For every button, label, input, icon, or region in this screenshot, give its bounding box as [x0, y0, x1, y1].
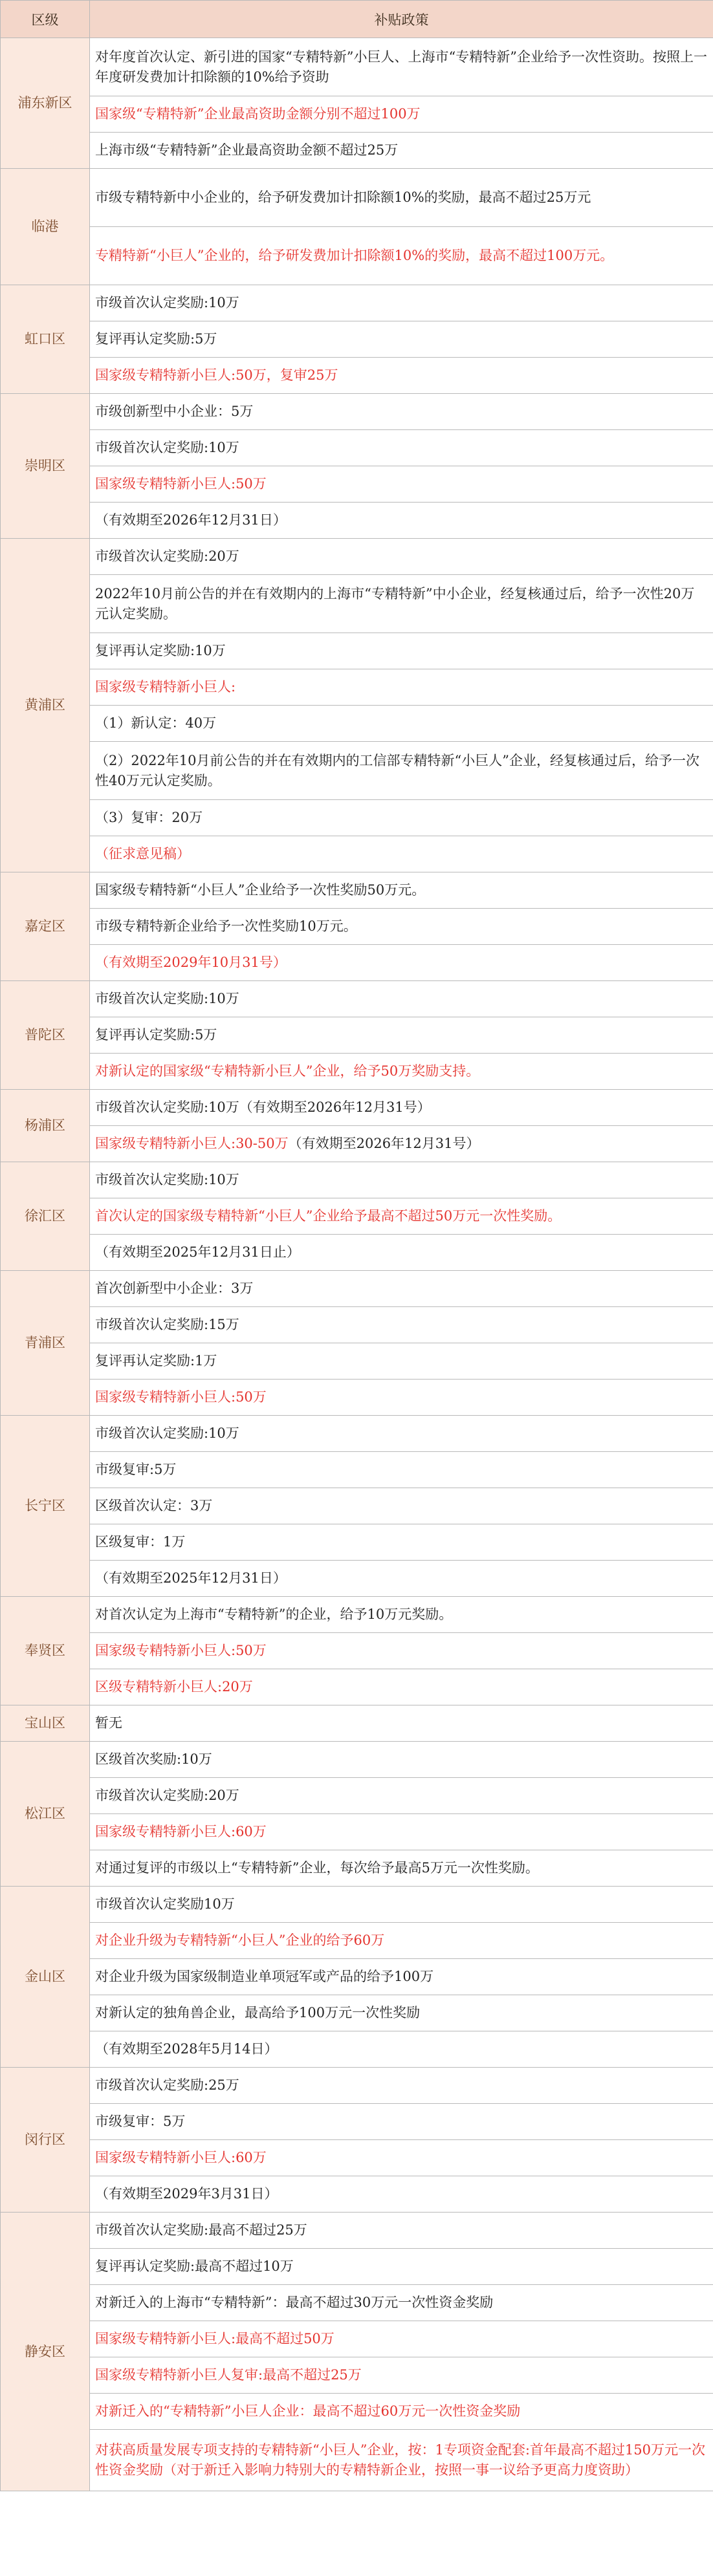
table-row [1, 2249, 713, 2285]
policy-cell: 市级首次认定奖励:15万 [90, 1307, 713, 1343]
policy-highlight: 国家级专精特新小巨人:30-50万 [95, 1136, 289, 1151]
policy-cell: 市级专精特新企业给予一次性奖励10万元。 [90, 909, 713, 945]
table-row [1, 706, 713, 742]
table-row [1, 227, 713, 285]
policy-note: （有效期至2026年12月31号） [288, 1136, 480, 1151]
district-cell: 黄浦区 [1, 539, 90, 872]
policy-cell: 区级首次认定：3万 [90, 1488, 713, 1524]
district-cell: 崇明区 [1, 394, 90, 539]
district-cell: 徐汇区 [1, 1162, 90, 1271]
policy-cell: 复评再认定奖励:最高不超过10万 [90, 2249, 713, 2285]
table-row [1, 430, 713, 466]
policy-cell: 对企业升级为国家级制造业单项冠军或产品的给予100万 [90, 1959, 713, 1995]
policy-cell: 国家级专精特新小巨人:50万 [90, 1380, 713, 1416]
table-row [1, 2285, 713, 2321]
policy-cell: 国家级专精特新小巨人:50万 [90, 466, 713, 503]
table-row [1, 1126, 713, 1162]
header-policy: 补贴政策 [90, 1, 713, 38]
district-cell: 宝山区 [1, 1705, 90, 1742]
policy-cell: 区级专精特新小巨人:20万 [90, 1669, 713, 1705]
policy-cell: 复评再认定奖励:5万 [90, 1017, 713, 1054]
policy-cell: 市级首次认定奖励:10万 [90, 1162, 713, 1198]
table-row [1, 742, 713, 800]
table-body [1, 38, 713, 2491]
table-row [1, 669, 713, 706]
policy-cell: 市级首次认定奖励:10万 [90, 430, 713, 466]
table-row [1, 1995, 713, 2031]
table-row [1, 2031, 713, 2068]
policy-cell: 市级复审:5万 [90, 1452, 713, 1488]
table-row [1, 133, 713, 169]
policy-cell: 对新认定的国家级“专精特新小巨人”企业，给予50万奖励支持。 [90, 1054, 713, 1090]
table-row [1, 1561, 713, 1597]
policy-cell: （有效期至2029年3月31日） [90, 2176, 713, 2213]
table-row [1, 96, 713, 133]
policy-cell: 市级首次认定奖励:10万 [90, 285, 713, 321]
policy-cell: （有效期至2026年12月31日） [90, 503, 713, 539]
policy-cell: 市级首次认定奖励:10万 [90, 981, 713, 1017]
table-row [1, 1814, 713, 1850]
header-district: 区级 [1, 1, 90, 38]
policy-cell: 对获高质量发展专项支持的专精特新“小巨人”企业，按：1专项资金配套:首年最高不超过150万元一次性资金奖励（对于新迁入影响力特别大的专精特新企业，按照一事一议给予更高力度资助） [90, 2430, 713, 2491]
table-row [1, 1017, 713, 1054]
table-row [1, 2430, 713, 2491]
table-row [1, 503, 713, 539]
table-row [1, 1090, 713, 1126]
policy-cell: 对新迁入的“专精特新”小巨人企业：最高不超过60万元一次性资金奖励 [90, 2394, 713, 2430]
policy-cell: 复评再认定奖励:1万 [90, 1343, 713, 1380]
table-row [1, 394, 713, 430]
district-cell: 静安区 [1, 2213, 90, 2491]
policy-cell: （2）2022年10月前公告的并在有效期内的工信部专精特新“小巨人”企业，经复核通过后，给予一次性40万元认定奖励。 [90, 742, 713, 800]
district-cell: 虹口区 [1, 285, 90, 394]
table-row [1, 1887, 713, 1923]
policy-cell: 国家级专精特新小巨人: [90, 669, 713, 706]
table-row [1, 358, 713, 394]
table-row [1, 945, 713, 981]
policy-cell: 国家级专精特新小巨人复审:最高不超过25万 [90, 2357, 713, 2394]
table-row [1, 909, 713, 945]
table-row [1, 539, 713, 575]
district-cell: 青浦区 [1, 1271, 90, 1416]
table-row [1, 1416, 713, 1452]
policy-cell: 国家级专精特新小巨人:60万 [90, 2140, 713, 2176]
table-row [1, 1633, 713, 1669]
table-row [1, 169, 713, 227]
table-row [1, 1959, 713, 1995]
table-header-row [1, 1, 713, 38]
policy-cell: 市级首次认定奖励:20万 [90, 539, 713, 575]
table-row [1, 2176, 713, 2213]
policy-cell: 国家级专精特新小巨人:60万 [90, 1814, 713, 1850]
policy-cell: （1）新认定：40万 [90, 706, 713, 742]
table-row [1, 1198, 713, 1235]
policy-cell: 区级首次奖励:10万 [90, 1742, 713, 1778]
district-cell: 嘉定区 [1, 872, 90, 981]
policy-cell [90, 1126, 713, 1162]
policy-cell: （有效期至2028年5月14日） [90, 2031, 713, 2068]
policy-cell: 首次创新型中小企业：3万 [90, 1271, 713, 1307]
district-cell: 普陀区 [1, 981, 90, 1090]
policy-cell: （有效期至2029年10月31号） [90, 945, 713, 981]
table-row [1, 1850, 713, 1887]
policy-cell: 国家级专精特新小巨人:50万 [90, 1633, 713, 1669]
policy-cell: 区级复审：1万 [90, 1524, 713, 1561]
table-row [1, 872, 713, 909]
policy-cell: 专精特新“小巨人”企业的，给予研发费加计扣除额10%的奖励，最高不超过100万元。 [90, 227, 713, 285]
district-cell: 松江区 [1, 1742, 90, 1887]
table-row [1, 981, 713, 1017]
policy-cell: 市级首次认定奖励:最高不超过25万 [90, 2213, 713, 2249]
policy-cell: 首次认定的国家级专精特新“小巨人”企业给予最高不超过50万元一次性奖励。 [90, 1198, 713, 1235]
policy-cell: 对首次认定为上海市“专精特新”的企业，给予10万元奖励。 [90, 1597, 713, 1633]
table-row [1, 1271, 713, 1307]
table-row [1, 575, 713, 633]
policy-cell: 市级首次认定奖励:25万 [90, 2068, 713, 2104]
table-row [1, 836, 713, 872]
policy-cell: 国家级“专精特新”企业最高资助金额分别不超过100万 [90, 96, 713, 133]
table-row [1, 800, 713, 836]
district-cell: 临港 [1, 169, 90, 285]
table-row [1, 1597, 713, 1633]
policy-cell: （有效期至2025年12月31日止） [90, 1235, 713, 1271]
policy-cell: （有效期至2025年12月31日） [90, 1561, 713, 1597]
table-row [1, 285, 713, 321]
table-row [1, 1778, 713, 1814]
table-row [1, 2104, 713, 2140]
policy-cell: 对企业升级为专精特新“小巨人”企业的给予60万 [90, 1923, 713, 1959]
table-row [1, 466, 713, 503]
table-row [1, 1923, 713, 1959]
table-row [1, 633, 713, 669]
policy-cell: （征求意见稿） [90, 836, 713, 872]
table-row [1, 1162, 713, 1198]
district-cell: 长宁区 [1, 1416, 90, 1597]
table-row [1, 1669, 713, 1705]
policy-cell: 国家级专精特新小巨人:50万，复审25万 [90, 358, 713, 394]
table-row [1, 2140, 713, 2176]
policy-cell: 市级创新型中小企业：5万 [90, 394, 713, 430]
policy-cell: 市级首次认定奖励10万 [90, 1887, 713, 1923]
table-row [1, 1742, 713, 1778]
table-row [1, 2321, 713, 2357]
policy-cell: 市级专精特新中小企业的，给予研发费加计扣除额10%的奖励，最高不超过25万元 [90, 169, 713, 227]
district-cell: 浦东新区 [1, 38, 90, 169]
policy-cell: （3）复审：20万 [90, 800, 713, 836]
table-row [1, 1524, 713, 1561]
table-row [1, 1054, 713, 1090]
table-row [1, 2068, 713, 2104]
policy-cell: 暂无 [90, 1705, 713, 1742]
policy-cell: 对新认定的独角兽企业，最高给予100万元一次性奖励 [90, 1995, 713, 2031]
policy-cell: 对年度首次认定、新引进的国家“专精特新”小巨人、上海市“专精特新”企业给予一次性资助。按照上一年度研发费加计扣除额的10%给予资助 [90, 38, 713, 96]
table-row [1, 1488, 713, 1524]
policy-cell: 市级复审：5万 [90, 2104, 713, 2140]
table-row [1, 1452, 713, 1488]
district-cell: 闵行区 [1, 2068, 90, 2213]
table-row [1, 1380, 713, 1416]
policy-cell: 2022年10月前公告的并在有效期内的上海市“专精特新”中小企业，经复核通过后，给予一次性20万元认定奖励。 [90, 575, 713, 633]
table-row [1, 2394, 713, 2430]
policy-cell: 对新迁入的上海市“专精特新”：最高不超过30万元一次性资金奖励 [90, 2285, 713, 2321]
policy-cell: 上海市级“专精特新”企业最高资助金额不超过25万 [90, 133, 713, 169]
policy-cell: 对通过复评的市级以上“专精特新”企业，每次给予最高5万元一次性奖励。 [90, 1850, 713, 1887]
policy-cell: 市级首次认定奖励:20万 [90, 1778, 713, 1814]
table-row [1, 1343, 713, 1380]
table-row [1, 1307, 713, 1343]
table-row [1, 321, 713, 358]
district-cell: 杨浦区 [1, 1090, 90, 1162]
policy-cell: 复评再认定奖励:10万 [90, 633, 713, 669]
policy-cell: 市级首次认定奖励:10万（有效期至2026年12月31号） [90, 1090, 713, 1126]
policy-cell: 市级首次认定奖励:10万 [90, 1416, 713, 1452]
table-row [1, 1705, 713, 1742]
table-row [1, 2357, 713, 2394]
table-row [1, 1235, 713, 1271]
policy-cell: 国家级专精特新小巨人:最高不超过50万 [90, 2321, 713, 2357]
table-row [1, 38, 713, 96]
district-cell: 奉贤区 [1, 1597, 90, 1705]
table-row [1, 2213, 713, 2249]
policy-cell: 国家级专精特新“小巨人”企业给予一次性奖励50万元。 [90, 872, 713, 909]
district-cell: 金山区 [1, 1887, 90, 2068]
policy-cell: 复评再认定奖励:5万 [90, 321, 713, 358]
